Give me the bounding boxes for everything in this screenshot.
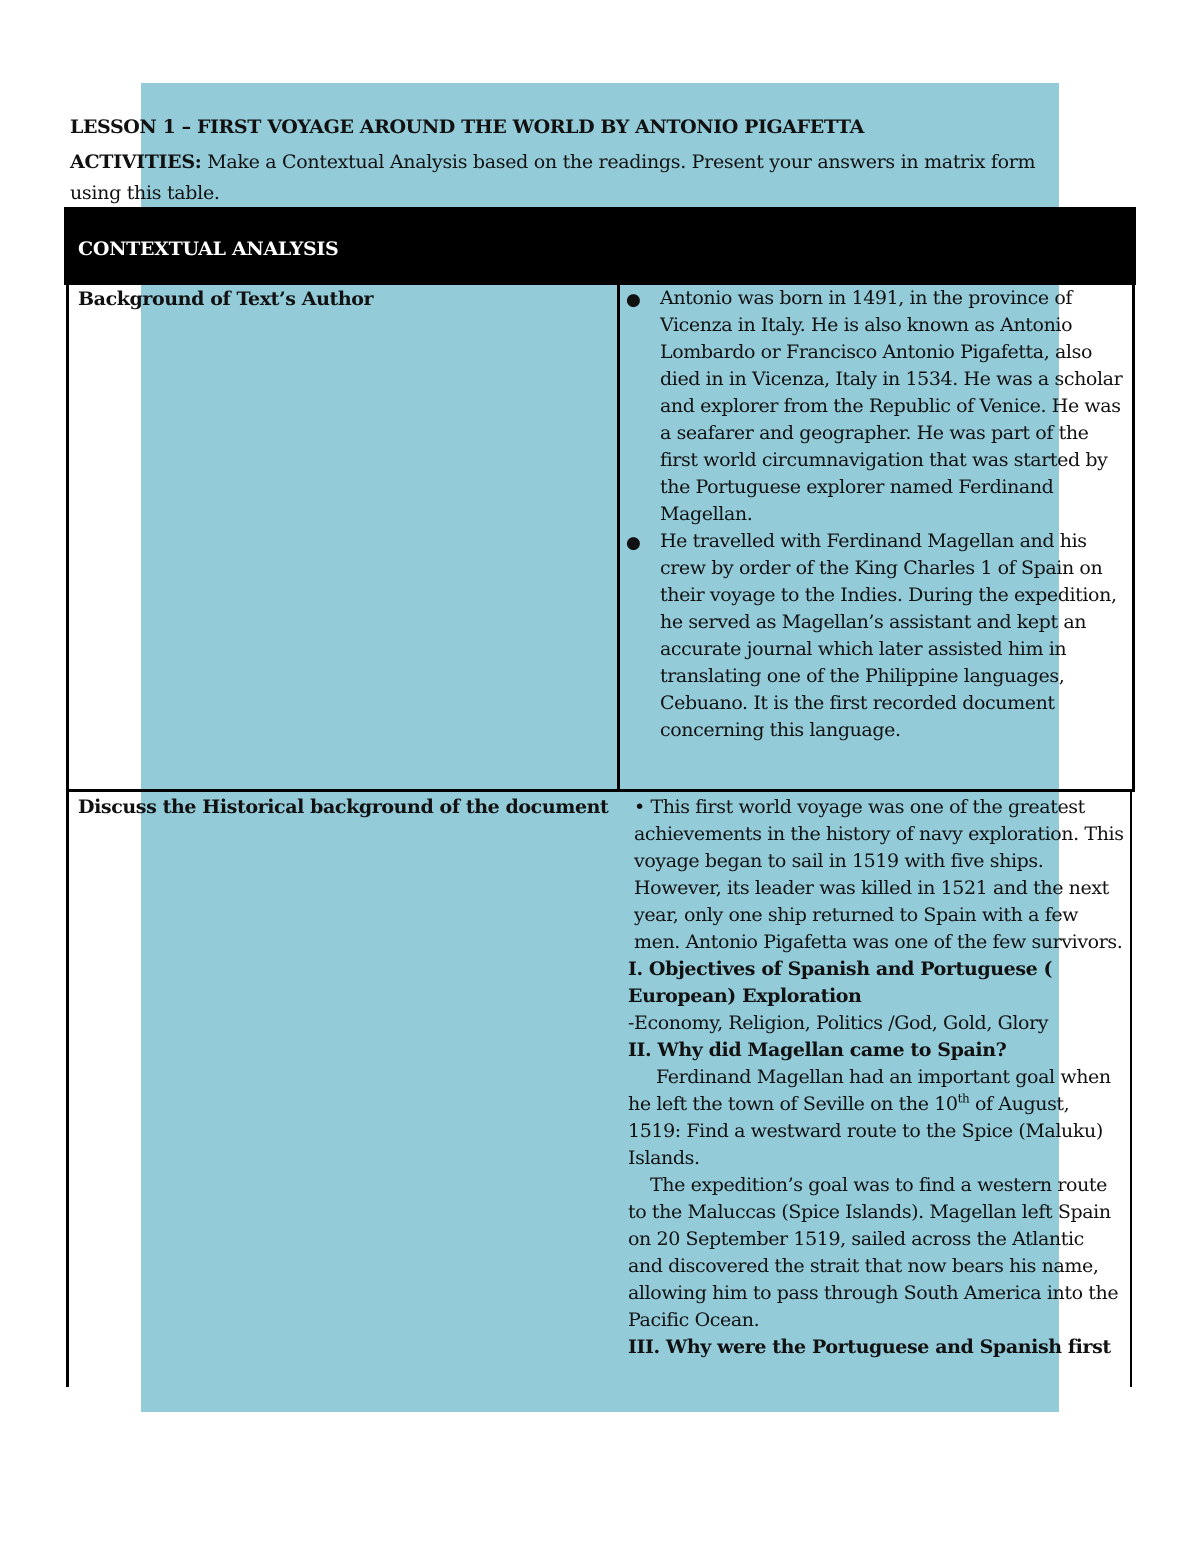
magellan-paragraph-1	[628, 1064, 1124, 1172]
bullet-text: Antonio was born in 1491, in the province of Vicenza in Italy. He is also known as Antonio Lombardo or Francisco Antonio Pigafetta, also died in in Vicenza, Italy in 1534. He was a scholar and explorer from the Republic of Venice. He was a seafarer and geographer. He was part of the first world circumnavigation that was started by the Portuguese explorer named Ferdinand Magellan.	[660, 287, 1123, 525]
bullet-icon: ●	[626, 533, 641, 553]
instructions-label: ACTIVITIES:	[70, 151, 202, 173]
historical-background-answer	[628, 794, 1124, 1361]
magellan-paragraph-1-text: Ferdinand Magellan had an important goal when he left the town of Seville on the 10	[628, 1066, 1111, 1115]
magellan-paragraph-2: The expedition’s goal was to find a western route to the Maluccas (Spice Islands). Magellan left Spain on 20 September 1519, sailed across the Atlantic and discovered the strait that now bears his name, allowing him to pass through South America into the Pacific Ocean.	[628, 1174, 1119, 1331]
intro-paragraph: • This first world voyage was one of the greatest achievements in the history of navy exploration. This voyage began to sail in 1519 with five ships. However, its leader was killed in 1521 and the next year, only one ship returned to Spain with a few men. Antonio Pigafetta was one of the few survivors.	[634, 796, 1124, 953]
row-label-author-background: Background of Text’s Author	[78, 288, 374, 310]
objectives-text: -Economy, Religion, Politics /God, Gold, Glory	[628, 1012, 1049, 1034]
ordinal-suffix: th	[957, 1091, 970, 1106]
magellan-heading: II. Why did Magellan came to Spain?	[628, 1039, 1007, 1061]
table-border-left	[66, 285, 69, 1387]
list-item	[624, 528, 1124, 744]
document-title: LESSON 1 – FIRST VOYAGE AROUND THE WORLD BY ANTONIO PIGAFETTA	[70, 116, 864, 138]
portuguese-spanish-heading: III. Why were the Portuguese and Spanish first	[628, 1336, 1111, 1358]
table-border-right-row1	[1132, 285, 1135, 792]
list-item	[624, 285, 1124, 528]
magellan-paragraph-1-text-end: of August, 1519: Find a westward route to the Spice (Maluku) Islands.	[628, 1093, 1103, 1169]
author-background-answer	[624, 285, 1124, 744]
table-header-bar	[64, 207, 1136, 285]
author-bullet-list	[624, 285, 1124, 744]
instructions-text: Make a Contextual Analysis based on the readings. Present your answers in matrix form using this table.	[70, 151, 1036, 204]
table-row-divider	[66, 789, 1135, 792]
table-border-right-row2	[1130, 792, 1132, 1387]
instructions	[70, 147, 1070, 209]
objectives-heading: I. Objectives of Spanish and Portuguese ( European) Exploration	[628, 958, 1053, 1007]
table-header-title: CONTEXTUAL ANALYSIS	[78, 238, 339, 260]
bullet-text: He travelled with Ferdinand Magellan and his crew by order of the King Charles 1 of Spain on their voyage to the Indies. During the expedition, he served as Magellan’s assistant and kept an accurate journal which later assisted him in translating one of the Philippine languages, Cebuano. It is the first recorded document concerning this language.	[660, 530, 1117, 741]
table-column-divider	[617, 285, 620, 792]
bullet-icon: ●	[626, 290, 641, 310]
row-label-historical-background: Discuss the Historical background of the document	[78, 796, 609, 818]
